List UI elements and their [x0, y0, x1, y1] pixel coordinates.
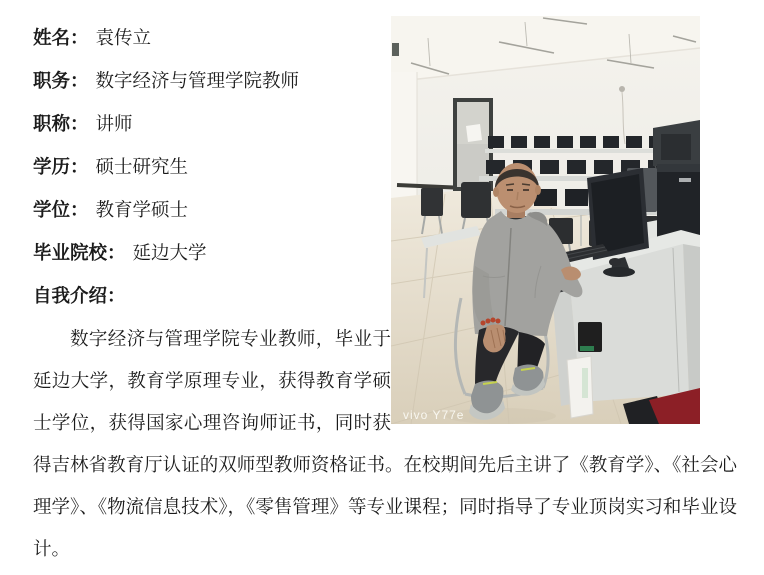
field-education-value: 硕士研究生 — [95, 158, 189, 178]
classroom-photo-illustration — [391, 16, 700, 424]
field-title-value: 讲师 — [95, 115, 133, 135]
field-title-label: 职称： — [33, 115, 89, 135]
field-education-label: 学历： — [33, 158, 89, 178]
field-alma-mater-value: 延边大学 — [132, 244, 207, 264]
field-position-label: 职务： — [33, 72, 89, 92]
field-degree-label: 学位： — [33, 201, 89, 221]
field-degree-value: 教育学硕士 — [95, 201, 189, 221]
intro-heading-label: 自我介绍： — [33, 287, 126, 307]
field-alma-mater-label: 毕业院校： — [33, 244, 126, 264]
camera-watermark: vivo Y77e — [403, 408, 465, 422]
field-name-label: 姓名： — [33, 29, 89, 49]
profile-photo — [391, 16, 737, 424]
self-introduction-text: 数字经济与管理学院专业教师，毕业于延边大学，教育学原理专业，获得教育学硕士学位，获得国家心理咨询师证书，同时获得吉林省教育厅认证的双师型教师资格证书。在校期间先后主讲了《教育学》、《社会心理学》、《物流信息技术》，《零售管理》等专业课程；同时指导了专业顶岗实习和毕业设计。 — [33, 330, 737, 560]
field-name-value: 袁传立 — [95, 29, 152, 49]
field-position-value: 数字经济与管理学院教师 — [95, 72, 300, 92]
